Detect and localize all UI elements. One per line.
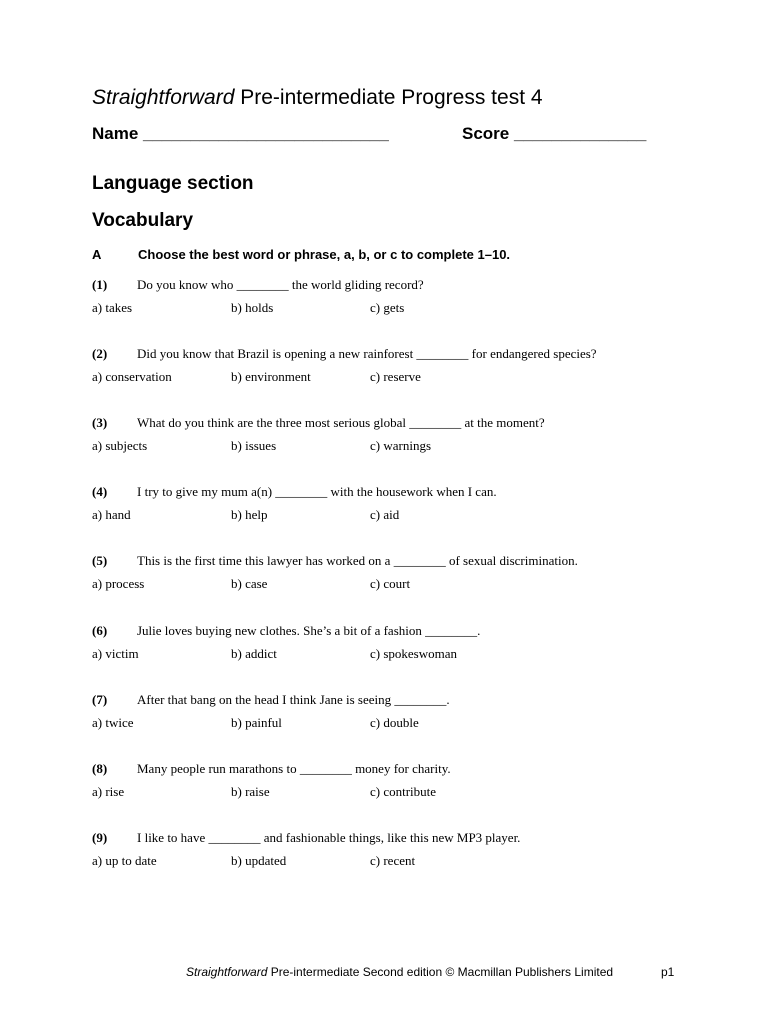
option-b: b) holds — [231, 300, 274, 315]
instruction — [92, 247, 510, 262]
option-b: b) environment — [231, 369, 311, 384]
option-a: a) twice — [92, 715, 134, 730]
option-b: b) issues — [231, 438, 277, 453]
option-c: c) warnings — [370, 438, 432, 453]
question-text: Many people run marathons to ________ money for charity. — [137, 761, 451, 776]
option-a: a) victim — [92, 646, 139, 661]
option-a: a) subjects — [92, 438, 148, 453]
question-4 — [92, 484, 497, 500]
option-c: c) spokeswoman — [370, 646, 458, 661]
footer-text: Pre-intermediate Second edition © Macmillan Publishers Limited — [267, 965, 614, 979]
option-b: b) raise — [231, 784, 270, 799]
question-text: This is the first time this lawyer has worked on a ________ of sexual discrimination. — [137, 553, 578, 568]
option-a: a) process — [92, 576, 145, 591]
footer-copyright — [186, 965, 613, 979]
question-text: Julie loves buying new clothes. She’s a bit of a fashion ________. — [137, 623, 481, 638]
name-field: Name __________________________ — [92, 124, 389, 143]
option-c: c) double — [370, 715, 419, 730]
option-a: a) hand — [92, 507, 131, 522]
section-subheading: Vocabulary — [92, 210, 194, 231]
option-b: b) updated — [231, 853, 287, 868]
option-c: c) aid — [370, 507, 400, 522]
page-number: p1 — [661, 965, 675, 979]
title-series-name: Straightforward — [92, 86, 235, 109]
question-9 — [92, 830, 520, 846]
question-6 — [92, 623, 480, 639]
option-b: b) case — [231, 576, 268, 591]
option-a: a) takes — [92, 300, 133, 315]
score-field: Score ______________ — [462, 124, 647, 143]
option-a: a) up to date — [92, 853, 157, 868]
instruction-text: Choose the best word or phrase, a, b, or c to complete 1–10. — [138, 247, 511, 262]
option-b: b) painful — [231, 715, 282, 730]
question-text: What do you think are the three most serious global ________ at the moment? — [137, 415, 545, 430]
option-c: c) recent — [370, 853, 416, 868]
instruction-letter: A — [92, 247, 102, 262]
question-3 — [92, 415, 545, 431]
question-text: Do you know who ________ the world gliding record? — [137, 277, 424, 292]
option-c: c) gets — [370, 300, 405, 315]
question-8 — [92, 761, 451, 777]
footer-series-name: Straightforward — [186, 965, 268, 979]
question-number: (3) — [92, 415, 108, 430]
option-c: c) reserve — [370, 369, 421, 384]
option-c: c) contribute — [370, 784, 437, 799]
question-number: (8) — [92, 761, 108, 776]
question-5 — [92, 553, 578, 569]
section-heading: Language section — [92, 173, 254, 194]
question-number: (5) — [92, 553, 108, 568]
option-b: b) addict — [231, 646, 277, 661]
question-text: I try to give my mum a(n) ________ with the housework when I can. — [137, 484, 497, 499]
title-text: Pre-intermediate Progress test 4 — [234, 86, 543, 109]
question-2 — [92, 346, 597, 362]
option-a: a) conservation — [92, 369, 172, 384]
question-text: I like to have ________ and fashionable things, like this new MP3 player. — [137, 830, 521, 845]
question-number: (6) — [92, 623, 108, 638]
question-number: (4) — [92, 484, 108, 499]
question-1 — [92, 277, 424, 293]
question-number: (7) — [92, 692, 108, 707]
question-7 — [92, 692, 450, 708]
question-text: After that bang on the head I think Jane is seeing ________. — [137, 692, 450, 707]
page-title — [92, 86, 543, 110]
question-text: Did you know that Brazil is opening a new rainforest ________ for endangered species? — [137, 346, 597, 361]
question-number: (1) — [92, 277, 108, 292]
option-c: c) court — [370, 576, 411, 591]
question-number: (9) — [92, 830, 108, 845]
option-a: a) rise — [92, 784, 125, 799]
option-b: b) help — [231, 507, 268, 522]
question-number: (2) — [92, 346, 108, 361]
